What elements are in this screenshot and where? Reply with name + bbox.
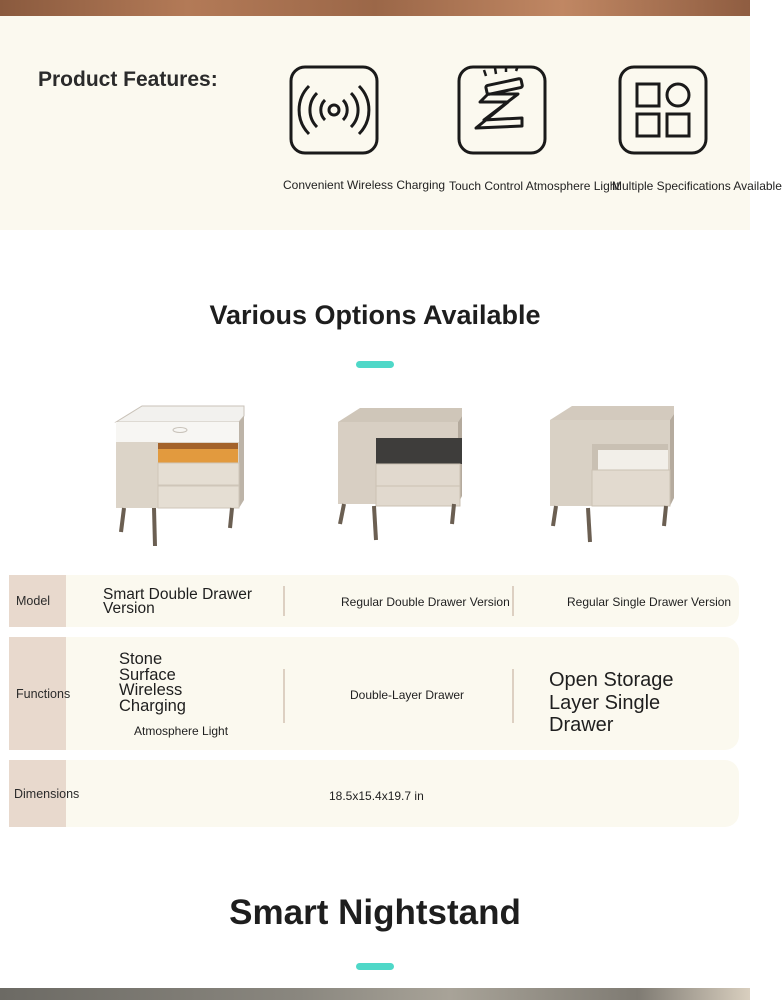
features-panel [0,16,782,230]
column-divider [283,586,285,616]
function-open-storage: Open Storage Layer Single Drawer [549,669,674,736]
spec-label-model: Model [16,594,51,608]
spec-row-functions [9,637,739,750]
features-title: Product Features: [38,68,218,91]
spec-label-functions: Functions [16,686,71,701]
column-divider [512,586,514,616]
feature-label: Touch Control Atmosphere Light [449,179,620,193]
bottom-photo-strip [0,988,750,1000]
feature-multiple-specifications [578,62,782,202]
smart-double-drawer-image [104,400,274,560]
product-images [0,390,750,560]
options-accent-bar [356,361,394,368]
spec-row-dimensions [9,760,739,827]
column-divider [512,669,514,723]
regular-single-drawer-image [540,400,710,560]
wireless-charging-icon [288,64,380,156]
feature-atmosphere-light [417,62,620,202]
dimensions-value: 18.5x15.4x19.7 in [329,789,424,803]
feature-wireless-charging [249,62,446,202]
function-double-layer-drawer: Double-Layer Drawer [350,688,465,702]
wood-banner-top [0,0,750,16]
model-regular-double: Regular Double Drawer Version [341,595,510,609]
options-title: Various Options Available [209,300,541,330]
model-smart-double: Smart Double Drawer Version [103,586,253,617]
feature-label: Multiple Specifications Available [612,179,782,193]
column-divider [283,669,285,723]
function-atmosphere-light: Atmosphere Light [134,724,229,738]
specifications-grid-icon [617,64,709,156]
smart-accent-bar [356,963,394,970]
feature-label: Convenient Wireless Charging [283,178,446,192]
smart-nightstand-title: Smart Nightstand [229,893,521,932]
spec-row-model [9,575,739,627]
function-wireless-charging: Stone Surface Wireless Charging [119,650,186,715]
light-strip-icon [456,64,548,156]
spec-label-dimensions: Dimensions [14,786,80,801]
model-regular-single: Regular Single Drawer Version [567,595,732,609]
regular-double-drawer-image [330,400,500,560]
